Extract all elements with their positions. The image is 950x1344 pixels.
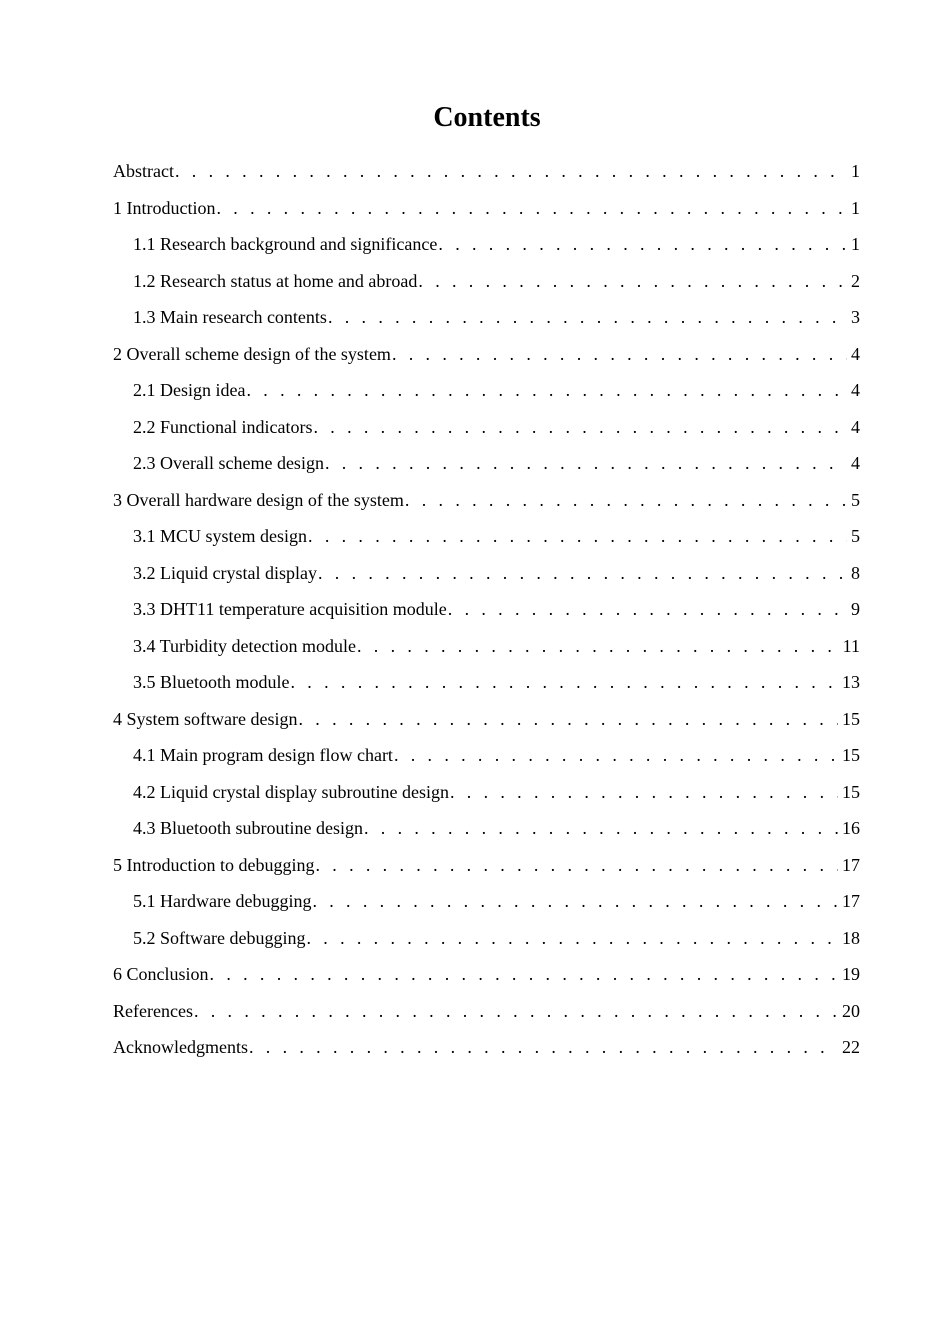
toc-entry-label: References: [113, 1000, 193, 1021]
page-title: Contents: [433, 102, 541, 133]
toc-entry[interactable]: [113, 741, 860, 778]
toc-leader-dots: [245, 376, 847, 404]
toc-entry[interactable]: [113, 413, 860, 450]
toc-entry-label: Acknowledgments: [113, 1037, 248, 1057]
toc-entry-label: 4.2 Liquid crystal display subroutine design: [133, 781, 449, 802]
toc-leader-dots: [290, 668, 839, 696]
toc-entry-label: 1.2 Research status at home and abroad: [133, 270, 418, 291]
toc-page-number: 5: [851, 489, 860, 510]
toc-entry-label: 4.1 Main program design flow chart: [133, 745, 393, 765]
toc-entry-label: 3.4 Turbidity detection module: [133, 635, 356, 656]
toc-entry[interactable]: [113, 960, 860, 997]
toc-leader-dots: [209, 960, 838, 988]
toc-page-number: 22: [842, 1037, 860, 1057]
toc-entry[interactable]: [113, 1033, 860, 1070]
toc-page-number: 9: [851, 599, 860, 619]
toc-entry[interactable]: [113, 778, 860, 815]
toc-page-number: 17: [842, 891, 860, 911]
toc-leader-dots: [174, 157, 847, 185]
toc-entry[interactable]: [113, 997, 860, 1034]
toc-entry-label: 3.3 DHT11 temperature acquisition module: [133, 599, 447, 619]
toc-leader-dots: [311, 887, 838, 915]
toc-entry[interactable]: [113, 595, 860, 632]
toc-entry-label: 4 System software design: [113, 708, 298, 729]
toc-leader-dots: [437, 230, 847, 258]
toc-leader-dots: [317, 559, 847, 587]
toc-page-number: 11: [842, 635, 860, 656]
toc-page-number: 15: [842, 781, 860, 802]
toc-entry[interactable]: [113, 303, 860, 340]
toc-entry[interactable]: [113, 230, 860, 267]
toc-entry[interactable]: [113, 668, 860, 705]
toc-leader-dots: [391, 340, 847, 368]
toc-page-number: 1: [851, 161, 860, 181]
toc-entry[interactable]: [113, 559, 860, 596]
toc-entry[interactable]: [113, 814, 860, 851]
toc-leader-dots: [404, 486, 847, 514]
toc-page-number: 20: [842, 1000, 860, 1021]
toc-leader-dots: [305, 924, 838, 952]
toc-leader-dots: [327, 303, 847, 331]
toc-entry[interactable]: [113, 632, 860, 669]
toc-page-number: 1: [851, 234, 860, 254]
toc-entry[interactable]: [113, 157, 860, 194]
toc-leader-dots: [297, 705, 838, 733]
toc-leader-dots: [312, 413, 847, 441]
toc-entry[interactable]: [113, 194, 860, 231]
toc-leader-dots: [356, 632, 839, 660]
toc-leader-dots: [447, 595, 847, 623]
toc-page-number: 16: [842, 818, 860, 838]
toc-leader-dots: [363, 814, 838, 842]
toc-page-number: 18: [842, 927, 860, 948]
toc-page-number: 13: [842, 672, 860, 692]
toc-entry-label: 1.1 Research background and significance: [133, 234, 438, 254]
toc-entry-label: 1.3 Main research contents: [133, 307, 327, 327]
toc-entry[interactable]: [113, 376, 860, 413]
toc-entry-label: 1 Introduction: [113, 197, 216, 218]
toc-entry[interactable]: [113, 924, 860, 961]
toc-page-number: 15: [842, 708, 860, 729]
toc-entry-label: 2 Overall scheme design of the system: [113, 343, 391, 364]
toc-entry-label: 2.2 Functional indicators: [133, 416, 313, 437]
toc-entry[interactable]: [113, 486, 860, 523]
toc-leader-dots: [215, 194, 847, 222]
toc-leader-dots: [417, 267, 847, 295]
toc-entry-label: 4.3 Bluetooth subroutine design: [133, 818, 363, 838]
toc-entry[interactable]: [113, 449, 860, 486]
toc-leader-dots: [324, 449, 847, 477]
toc-entry[interactable]: [113, 340, 860, 377]
toc-entry[interactable]: [113, 267, 860, 304]
toc-entry[interactable]: [113, 887, 860, 924]
toc-entry-label: 2.3 Overall scheme design: [133, 453, 324, 473]
toc-leader-dots: [449, 778, 838, 806]
toc-entry-label: 3.1 MCU system design: [133, 526, 308, 546]
toc-entry[interactable]: [113, 851, 860, 888]
toc-entry[interactable]: [113, 705, 860, 742]
toc-page-number: 4: [851, 380, 860, 400]
toc-leader-dots: [193, 997, 838, 1025]
toc-entry-label: 3.5 Bluetooth module: [133, 672, 290, 692]
toc-page-number: 4: [851, 343, 860, 364]
toc-page-number: 15: [842, 745, 860, 765]
toc-leader-dots: [248, 1033, 838, 1061]
toc-page-number: 19: [842, 964, 860, 984]
toc-page-number: 1: [851, 197, 860, 218]
toc-entry-label: 5.1 Hardware debugging: [133, 891, 312, 911]
table-of-contents: [113, 157, 860, 1070]
toc-leader-dots: [314, 851, 838, 879]
toc-entry-label: 5 Introduction to debugging: [113, 854, 315, 875]
toc-entry-label: 2.1 Design idea: [133, 380, 246, 400]
toc-page-number: 5: [851, 526, 860, 546]
toc-page-number: 2: [851, 270, 860, 291]
toc-entry-label: Abstract: [113, 161, 174, 181]
toc-entry[interactable]: [113, 522, 860, 559]
toc-page-number: 4: [851, 453, 860, 473]
toc-page-number: 3: [851, 307, 860, 327]
toc-entry-label: 5.2 Software debugging: [133, 927, 306, 948]
toc-leader-dots: [307, 522, 847, 550]
toc-leader-dots: [393, 741, 838, 769]
toc-page-number: 8: [851, 562, 860, 583]
toc-page-number: 17: [842, 854, 860, 875]
toc-page-number: 4: [851, 416, 860, 437]
toc-entry-label: 3 Overall hardware design of the system: [113, 489, 404, 510]
toc-entry-label: 3.2 Liquid crystal display: [133, 562, 317, 583]
toc-entry-label: 6 Conclusion: [113, 964, 209, 984]
